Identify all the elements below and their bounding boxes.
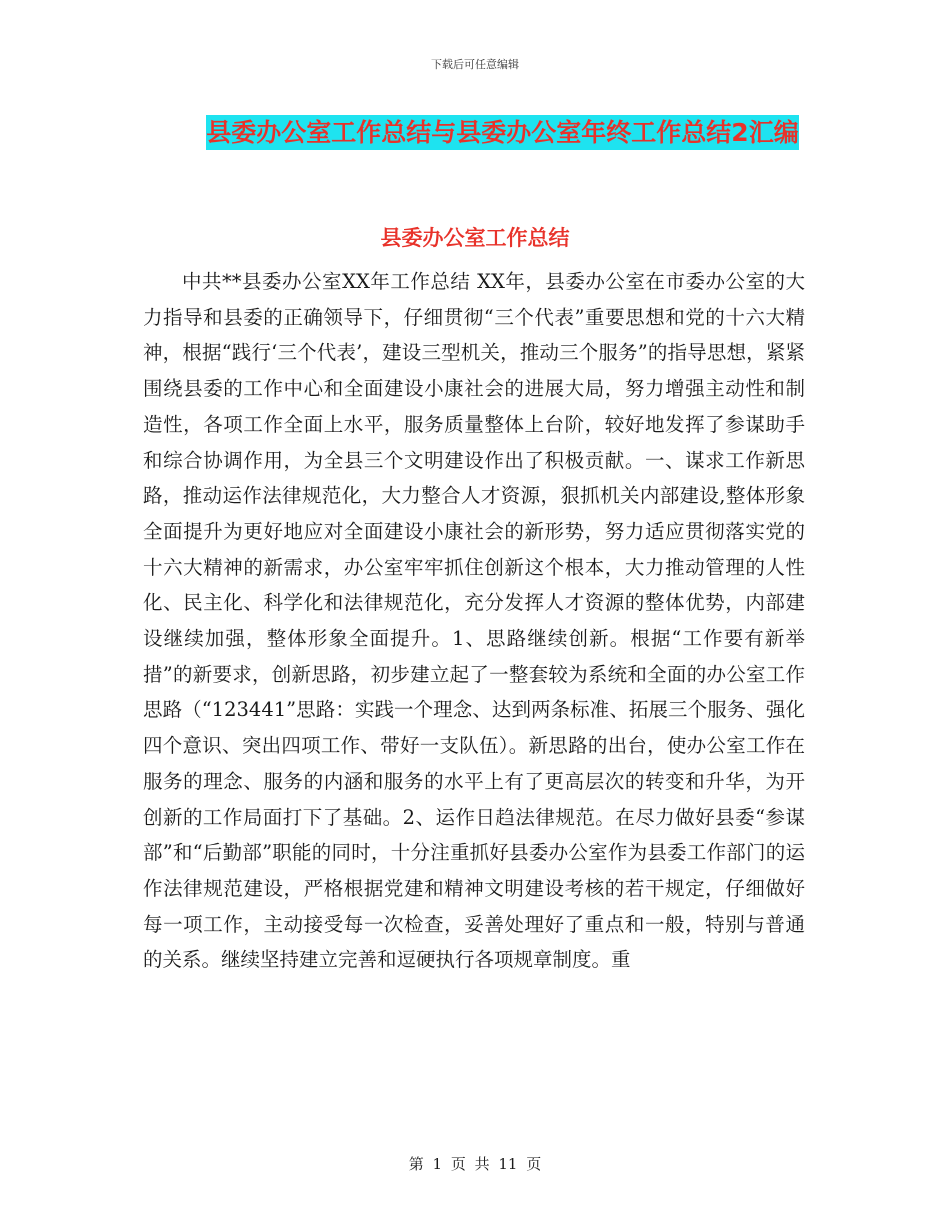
- page-header-note: 下载后可任意编辑: [431, 58, 519, 71]
- document-title-text: 县委办公室工作总结与县委办公室年终工作总结2汇编: [206, 115, 798, 150]
- section-title: 县委办公室工作总结: [380, 226, 570, 250]
- document-title: [195, 110, 810, 156]
- body-paragraph: 中共**县委办公室XX年工作总结 XX年，县委办公室在市委办公室的大力指导和县委的正确领导下，仔细贯彻“三个代表”重要思想和党的十六大精神，根据“践行‘三个代表’，建设三型机关，推动三个服务”的指导思想，紧紧围绕县委的工作中心和全面建设小康社会的进展大局，努力增强主动性和制造性，各项工作全面上水平，服务质量整体上台阶，较好地发挥了参谋助手和综合协调作用，为全县三个文明建设作出了积极贡献。一、谋求工作新思路，推动运作法律规范化，大力整合人才资源，狠抓机关内部建设,整体形象全面提升为更好地应对全面建设小康社会的新形势，努力适应贯彻落实党的十六大精神的新需求，办公室牢牢抓住创新这个根本，大力推动管理的人性化、民主化、科学化和法律规范化，充分发挥人才资源的整体优势，内部建设继续加强，整体形象全面提升。1、思路继续创新。根据“工作要有新举措”的新要求，创新思路，初步建立起了一整套较为系统和全面的办公室工作思路（“123441”思路：实践一个理念、达到两条标准、拓展三个服务、强化四个意识、突出四项工作、带好一支队伍）。新思路的出台，使办公室工作在服务的理念、服务的内涵和服务的水平上有了更高层次的转变和升华，为开创新的工作局面打下了基础。2、运作日趋法律规范。在尽力做好县委“参谋部”和“后勤部”职能的同时，十分注重抓好县委办公室作为县委工作部门的运作法律规范建设，严格根据党建和精神文明建设考核的若干规定，仔细做好每一项工作，主动接受每一次检查，妥善处理好了重点和一般，特别与普通的关系。继续坚持建立完善和逗硬执行各项规章制度。重: [143, 270, 805, 972]
- page-number-footer: 第 1 页 共 11 页: [408, 1155, 542, 1173]
